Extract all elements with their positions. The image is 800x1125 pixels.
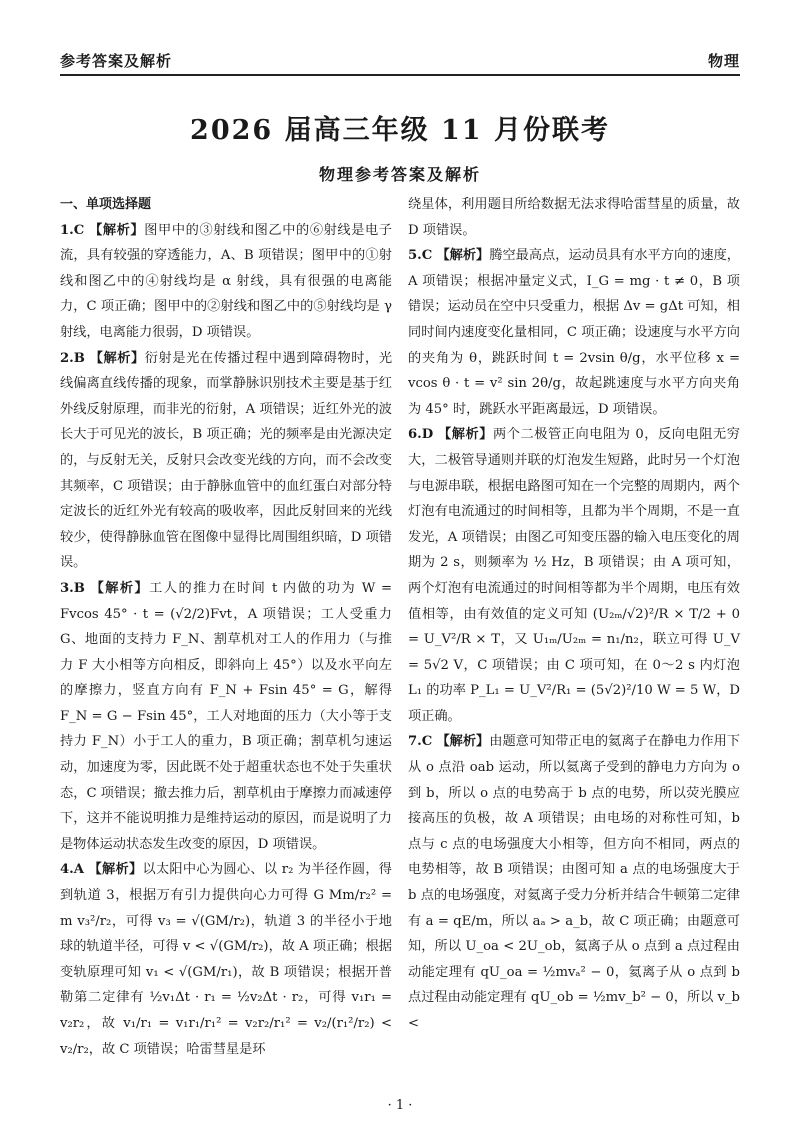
answer-item-4 (60, 857, 392, 1062)
answer-subtitle: 物理参考答案及解析 (318, 165, 481, 184)
answer-number: 6.D (408, 427, 434, 443)
exam-title: 2026 届高三年级 11 月份联考 (190, 115, 610, 146)
analysis-tag: 【解析】 (436, 248, 490, 264)
left-column (60, 192, 392, 1062)
header-subject-label: 物理 (707, 52, 740, 70)
header-divider (60, 74, 740, 76)
answer-item-7 (408, 729, 740, 1036)
answer-number: 2.B (60, 350, 85, 366)
answer-item-6 (408, 422, 740, 729)
analysis-tag: 【解析】 (88, 862, 143, 878)
header-left-label: 参考答案及解析 (60, 52, 173, 70)
answer-number: 3.B (60, 580, 85, 596)
answer-item-2 (60, 346, 392, 576)
answer-number: 4.A (60, 862, 84, 878)
answer-text: 工人的推力在时间 t 内做的功为 W = Fvcos 45° · t = (√2/2)Fvt，A 项错误；工人受重力 G、地面的支持力 F_N、割草机对工人的作用力（与推力 F 大小相等方向相反，即斜向上 45°）以及水平向左的摩擦力，竖直方向有 F_N + Fsin 45° = G，解得 F_N = G − Fsin 45°，工人对地面的压力（大小等于支持力 F_N）小于工人的重力，B 项正确；割草机匀速运动，加速度为零，因此既不处于超重状态也不处于失重状态，C 项错误；撤去推力后，割草机由于摩擦力而减速停下，这并不能说明推力是维持运动的原因，而是说明了力是物体运动状态发生改变的原因，D 项错误。 (60, 580, 393, 852)
answer-number: 1.C (60, 222, 85, 238)
section-heading: 一、单项选择题 (60, 197, 152, 212)
answer-number: 5.C (408, 248, 433, 264)
page-header (60, 46, 740, 76)
answer-text: 两个二极管正向电阻为 0，反向电阻无穷大，二极管导通则并联的灯泡发生短路，此时另一个灯泡与电源串联，根据电路图可知在一个完整的周期内，两个灯泡有电流通过的时间相等，且都为半个周期，不是一直发光，A 项错误；由图乙可知变压器的输入电压变化的周期为 2 s，则频率为 ½ Hz，B 项错误；由 A 项可知，两个灯泡有电流通过的时间相等都为半个周期，电压有效值相等，由有效值的定义可知 (U₂ₘ/√2)²/R × T/2 + 0 = U_V²/R × T，又 U₁ₘ/U₂ₘ = n₁/n₂，联立可得 U_V = 5√2 V，C 项错误；由 C 项可知，在 0～2 s 内灯泡 L₁ 的功率 P_L₁ = U_V²/R₁ = (5√2)²/10 W = 5 W，D 项正确。 (408, 427, 740, 724)
answer-item-1 (60, 218, 392, 346)
analysis-tag: 【解析】 (89, 222, 145, 238)
answer-item-3 (60, 576, 392, 858)
analysis-tag: 【解析】 (90, 580, 150, 596)
analysis-tag: 【解析】 (89, 350, 145, 366)
answer-text: 以太阳中心为圆心、以 r₂ 为半径作圆，得到轨道 3，根据万有引力提供向心力可得 G Mm/r₂² = m v₃²/r₂，可得 v₃ = √(GM/r₂)，轨道 3 的半径小于地球的轨道半径，可得 v < √(GM/r₂)，故 A 项正确；根据变轨原理可知 v₁ < √(GM/r₁)，故 B 项错误；根据开普勒第二定律有 ½v₁Δt · r₁ = ½v₂Δt · r₂，可得 v₁r₁ = v₂r₂，故 v₁/r₁ = v₁r₁/r₁² = v₂r₂/r₁² = v₂/(r₁²/r₂) < v₂/r₂，故 C 项错误；哈雷彗星是环 (60, 862, 392, 1057)
answer-text: 腾空最高点，运动员具有水平方向的速度，A 项错误；根据冲量定义式，I_G = mg · t ≠ 0，B 项错误；运动员在空中只受重力，根据 Δv = gΔt 可知，相同时间内速度变化量相同，C 项正确；设速度与水平方向的夹角为 θ，跳跃时间 t = 2vsin θ/g，水平位移 x = vcos θ · t = v² sin 2θ/g，故起跳速度与水平方向夹角为 45° 时，跳跃水平距离最远，D 项错误。 (408, 248, 740, 417)
answer-text: 图甲中的③射线和图乙中的⑥射线是电子流，具有较强的穿透能力，A、B 项错误；图甲中的①射线和图乙中的④射线均是 α 射线，具有很强的电离能力，C 项正确；图甲中的②射线和图乙中的⑤射线均是 γ 射线，电离能力很弱，D 项错误。 (60, 222, 392, 340)
answer-item-5 (408, 243, 740, 422)
answer-text: 衍射是光在传播过程中遇到障碍物时，光线偏离直线传播的现象，而掌静脉识别技术主要是基于红外线反射原理，而非光的衍射，A 项错误；近红外光的波长大于可见光的波长，B 项正确；光的频率是由光源决定的，与反射无关，反射只会改变光线的方向，而不会改变其频率，C 项错误；由于静脉血管中的血红蛋白对部分特定波长的近红外光有较高的吸收率，因此反射回来的光线较少，使得静脉血管在图像中显得比周围组织暗，D 项错误。 (60, 350, 393, 571)
answer-text: 由题意可知带正电的氦离子在静电力作用下从 o 点沿 oab 运动，所以氦离子受到的静电力方向为 o 到 b，所以 o 点的电势高于 b 点的电势，所以荧光膜应接高压的负极，故 A 项错误；由电场的对称性可知，b 点与 c 点的电场强度大小相等，但方向不相同，两点的电势相等，故 B 项错误；由图可知 a 点的电场强度大于 b 点的电场强度，对氦离子受力分析并结合牛顿第二定律有 a = qE/m，所以 aₐ > a_b，故 C 项正确；由题意可知，所以 U_oa < 2U_ob，氦离子从 o 点到 a 点过程由动能定理有 qU_oa = ½mvₐ² − 0，氦离子从 o 点到 b 点过程由动能定理有 qU_ob = ½mv_b² − 0，所以 v_b < (408, 734, 740, 1031)
answer-text: 绕星体，利用题目所给数据无法求得哈雷彗星的质量，故 D 项错误。 (408, 197, 740, 238)
analysis-tag: 【解析】 (436, 734, 490, 750)
right-column (408, 192, 740, 1037)
analysis-tag: 【解析】 (437, 427, 493, 443)
answer-number: 7.C (408, 734, 433, 750)
answer-item-4-continued (408, 192, 740, 243)
page-number: · 1 · (387, 1098, 413, 1113)
